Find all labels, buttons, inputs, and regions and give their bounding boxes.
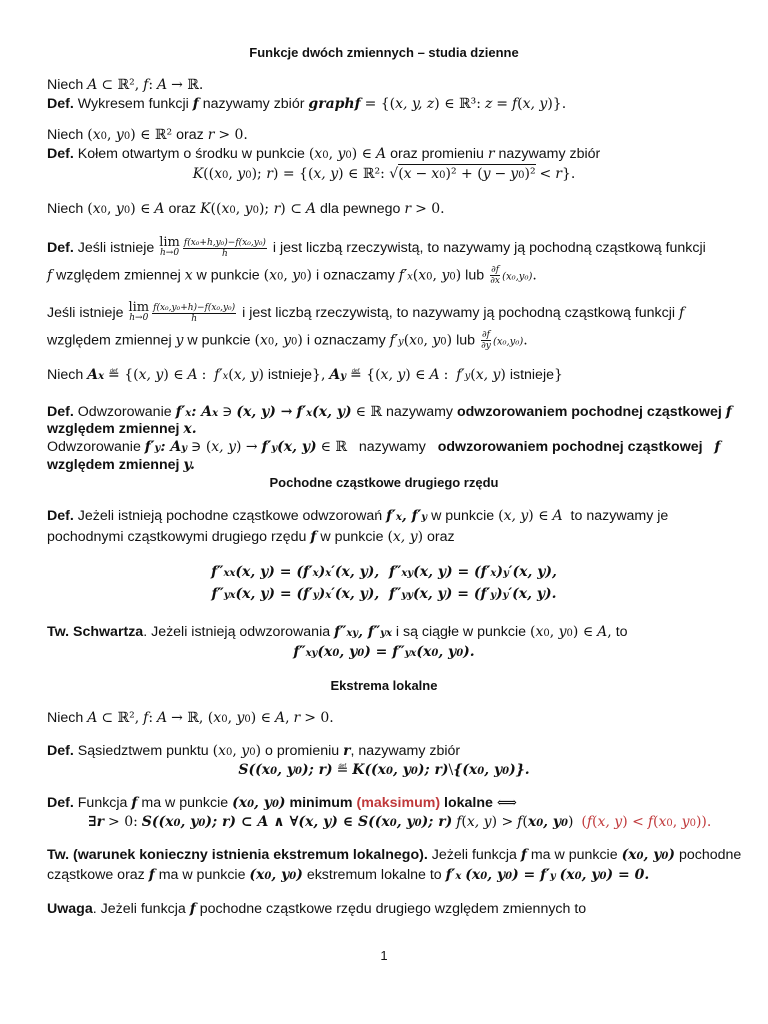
definition-local-extremum: Def. Funkcja f ma w punkcie (x0, y0) minimum (maksimum) lokalne ⟺ [47, 795, 517, 811]
definition-second-order: Def. Jeżeli istnieją pochodne cząstkowe odwzorowań f′x, f′y w punkcie (x, y) ∈ A to nazywamy je [47, 508, 669, 524]
formula-local-extremum: ∃r > 0: S((x0, y0); r) ⊂ A ∧ ∀(x, y) ∈ S((x0, y0); r) f(x, y) > f(x0, y0) (f(x, y) < f(x0, y0)). [88, 814, 712, 830]
line-niech-point: Niech (x0, y0) ∈ ℝ² oraz r > 0. [47, 127, 248, 143]
line-niech-ball: Niech (x0, y0) ∈ A oraz K((x0, y0); r) ⊂ A dla pewnego r > 0. [47, 201, 445, 217]
formula-neighbourhood: S((x0, y0); r) ≝ K((x0, y0); r)\{(x0, y0)}. [238, 762, 530, 778]
page-number: 1 [380, 948, 388, 963]
definition-partial-y-notation: względem zmiennej y w punkcie (x0, y0) i oznaczamy f′y(x0, y0) lub $\frac{\partial f}{\partial y}$ (x₀,y₀). [47, 330, 528, 351]
definition-partial-y: Jeśli istnieje lim h→0 $\frac{\text{f(x₀,y₀+h)−f(x₀,y₀)}}{h}$ i jest liczbą rzeczywistą, to nazywamy ją pochodną cząstkową funkcji f [47, 300, 685, 324]
definition-partial-map-x-cont: względem zmiennej x. [47, 421, 197, 437]
definition-second-order-cont: pochodnymi cząstkowymi drugiego rzędu f w punkcie (x, y) oraz [47, 529, 455, 545]
formula-schwartz: f″xy(x0, y0) = f″yx(x0, y0). [293, 644, 475, 660]
definition-partial-map-y: Odwzorowanie f′y: Ay ∋ (x, y) → f′y(x, y) ∈ ℝ nazywamy odwzorowaniem pochodnej cząstkowej f [47, 439, 721, 455]
definition-graph: Def. Wykresem funkcji f nazywamy zbiór graphf = {(x, y, z) ∈ ℝ³: z = f(x, y)}. [47, 96, 567, 112]
formula-second-order-row2: f″yx(x, y) = (f′y)x′(x, y), f″yy(x, y) = (f′y)y′(x, y). [211, 586, 557, 602]
document-title: Funkcje dwóch zmiennych – studia dzienne [249, 45, 519, 60]
definition-neighbourhood: Def. Sąsiedztwem punktu (x0, y0) o promieniu r, nazywamy zbiór [47, 743, 461, 759]
remark-uwaga: Uwaga. Jeżeli funkcja f pochodne cząstkowe rzędu drugiego względem zmiennych to [47, 901, 587, 917]
theorem-schwartz: Tw. Schwartza. Jeżeli istnieją odwzorowania f″xy, f″yx i są ciągłe w punkcie (x0, y0) ∈ A, to [47, 624, 628, 640]
section-heading-second-order: Pochodne cząstkowe drugiego rzędu [269, 475, 499, 490]
line-niech-a: Niech A ⊂ ℝ², f: A → ℝ. [47, 77, 204, 93]
section-heading-extrema: Ekstrema lokalne [330, 678, 438, 693]
definition-partial-map-y-cont: względem zmiennej y. [47, 457, 195, 473]
definition-partial-x-notation: f względem zmiennej x w punkcie (x0, y0) i oznaczamy f′x(x0, y0) lub $\frac{\partial f}{\partial x}$ (x₀,y₀). [47, 265, 537, 286]
definition-open-ball: Def. Kołem otwartym o środku w punkcie (x0, y0) ∈ A oraz promieniu r nazywamy zbiór [47, 146, 601, 162]
formula-open-ball: K((x0, y0); r) = {(x, y) ∈ ℝ²: √(x − x0)² + (y − y0)² < r}. [192, 166, 576, 182]
formula-second-order-row1: f″xx(x, y) = (f′x)x′(x, y), f″xy(x, y) = (f′x)y′(x, y), [211, 564, 557, 580]
definition-partial-map-x: Def. Odwzorowanie f′x: Ax ∋ (x, y) → f′x(x, y) ∈ ℝ nazywamy odwzorowaniem pochodnej cząstkowej f [47, 404, 732, 420]
definition-partial-x: Def. Jeśli istnieje lim h→0 $\frac{\text{f(x₀+h,y₀)−f(x₀,y₀)}}{h}$ i jest liczbą rzeczywistą, to nazywamy ją pochodną cząstkową funkcji [47, 235, 706, 259]
line-niech-extrema: Niech A ⊂ ℝ², f: A → ℝ, (x0, y0) ∈ A, r > 0. [47, 710, 334, 726]
theorem-necessary-condition: Tw. (warunek konieczny istnienia ekstremum lokalnego). Jeżeli funkcja f ma w punkcie (x0, y0) pochodne [47, 847, 742, 863]
theorem-necessary-condition-cont: cząstkowe oraz f ma w punkcie (x0, y0) ekstremum lokalne to f′x (x0, y0) = f′y (x0, y0) = 0. [47, 867, 650, 883]
line-domains-ax-ay: Niech Ax ≝ {(x, y) ∈ A : f′x(x, y) istnieje}, Ay ≝ {(x, y) ∈ A : f′y(x, y) istnieje} [47, 367, 563, 383]
